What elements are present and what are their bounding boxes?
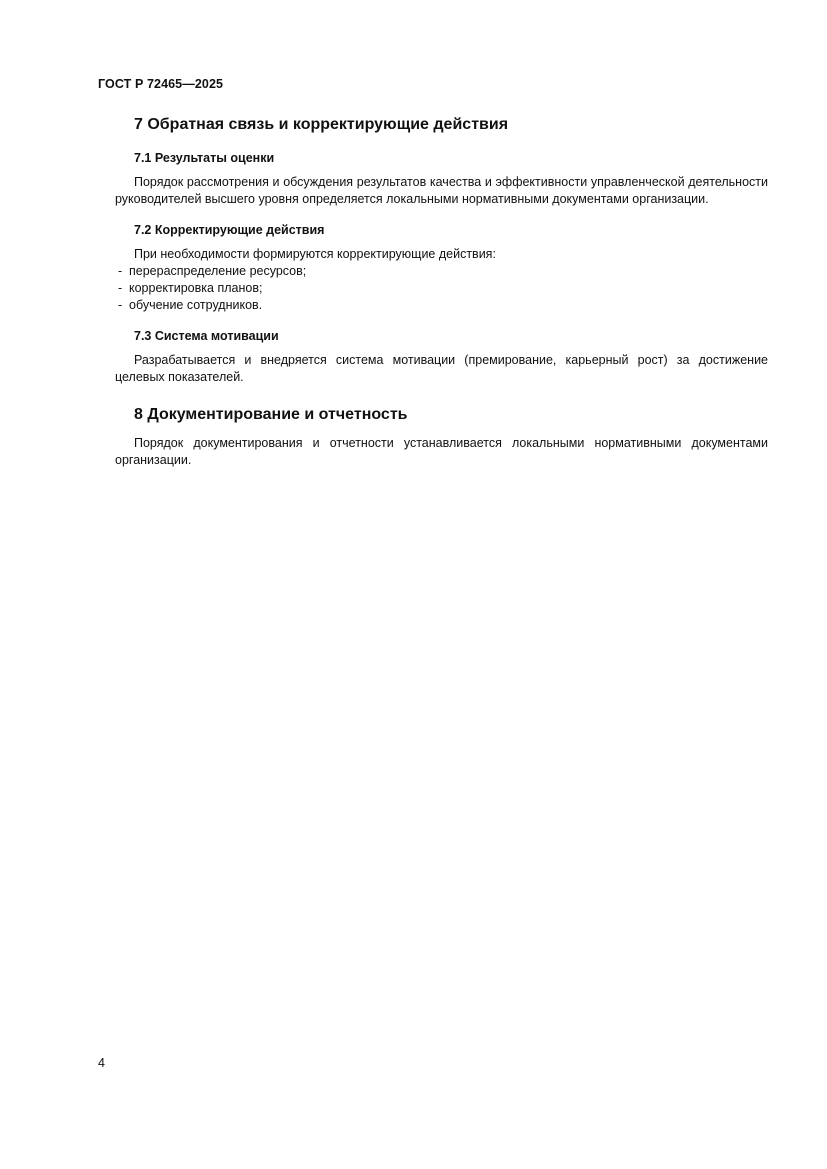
section-7-title: 7 Обратная связь и корректирующие действия — [134, 116, 509, 133]
corrective-actions-list — [115, 263, 768, 314]
section-8-title: 8 Документирование и отчетность — [134, 406, 408, 423]
subsection-7-1-paragraph: Порядок рассмотрения и обсуждения результатов качества и эффективности управленческой деятельности руководителей высшего уровня определяется локальными нормативными документами организации. — [115, 175, 768, 206]
page-number: 4 — [98, 1056, 105, 1070]
subsection-7-2-title: 7.2 Корректирующие действия — [134, 223, 325, 237]
list-item: - обучение сотрудников. — [118, 298, 263, 312]
subsection-7-1-title: 7.1 Результаты оценки — [134, 151, 275, 165]
section-8-paragraph: Порядок документирования и отчетности устанавливается локальными нормативными документами организации. — [115, 436, 768, 467]
list-item: - перераспределение ресурсов; — [118, 264, 307, 278]
list-item: - корректировка планов; — [118, 281, 263, 295]
subsection-7-3-title: 7.3 Система мотивации — [134, 329, 279, 343]
subsection-7-2-intro: При необходимости формируются корректирующие действия: — [134, 247, 496, 261]
subsection-7-3-paragraph: Разрабатывается и внедряется система мотивации (премирование, карьерный рост) за достижение целевых показателей. — [115, 353, 768, 384]
standard-code-header: ГОСТ Р 72465—2025 — [98, 77, 224, 91]
page-content — [115, 114, 768, 469]
